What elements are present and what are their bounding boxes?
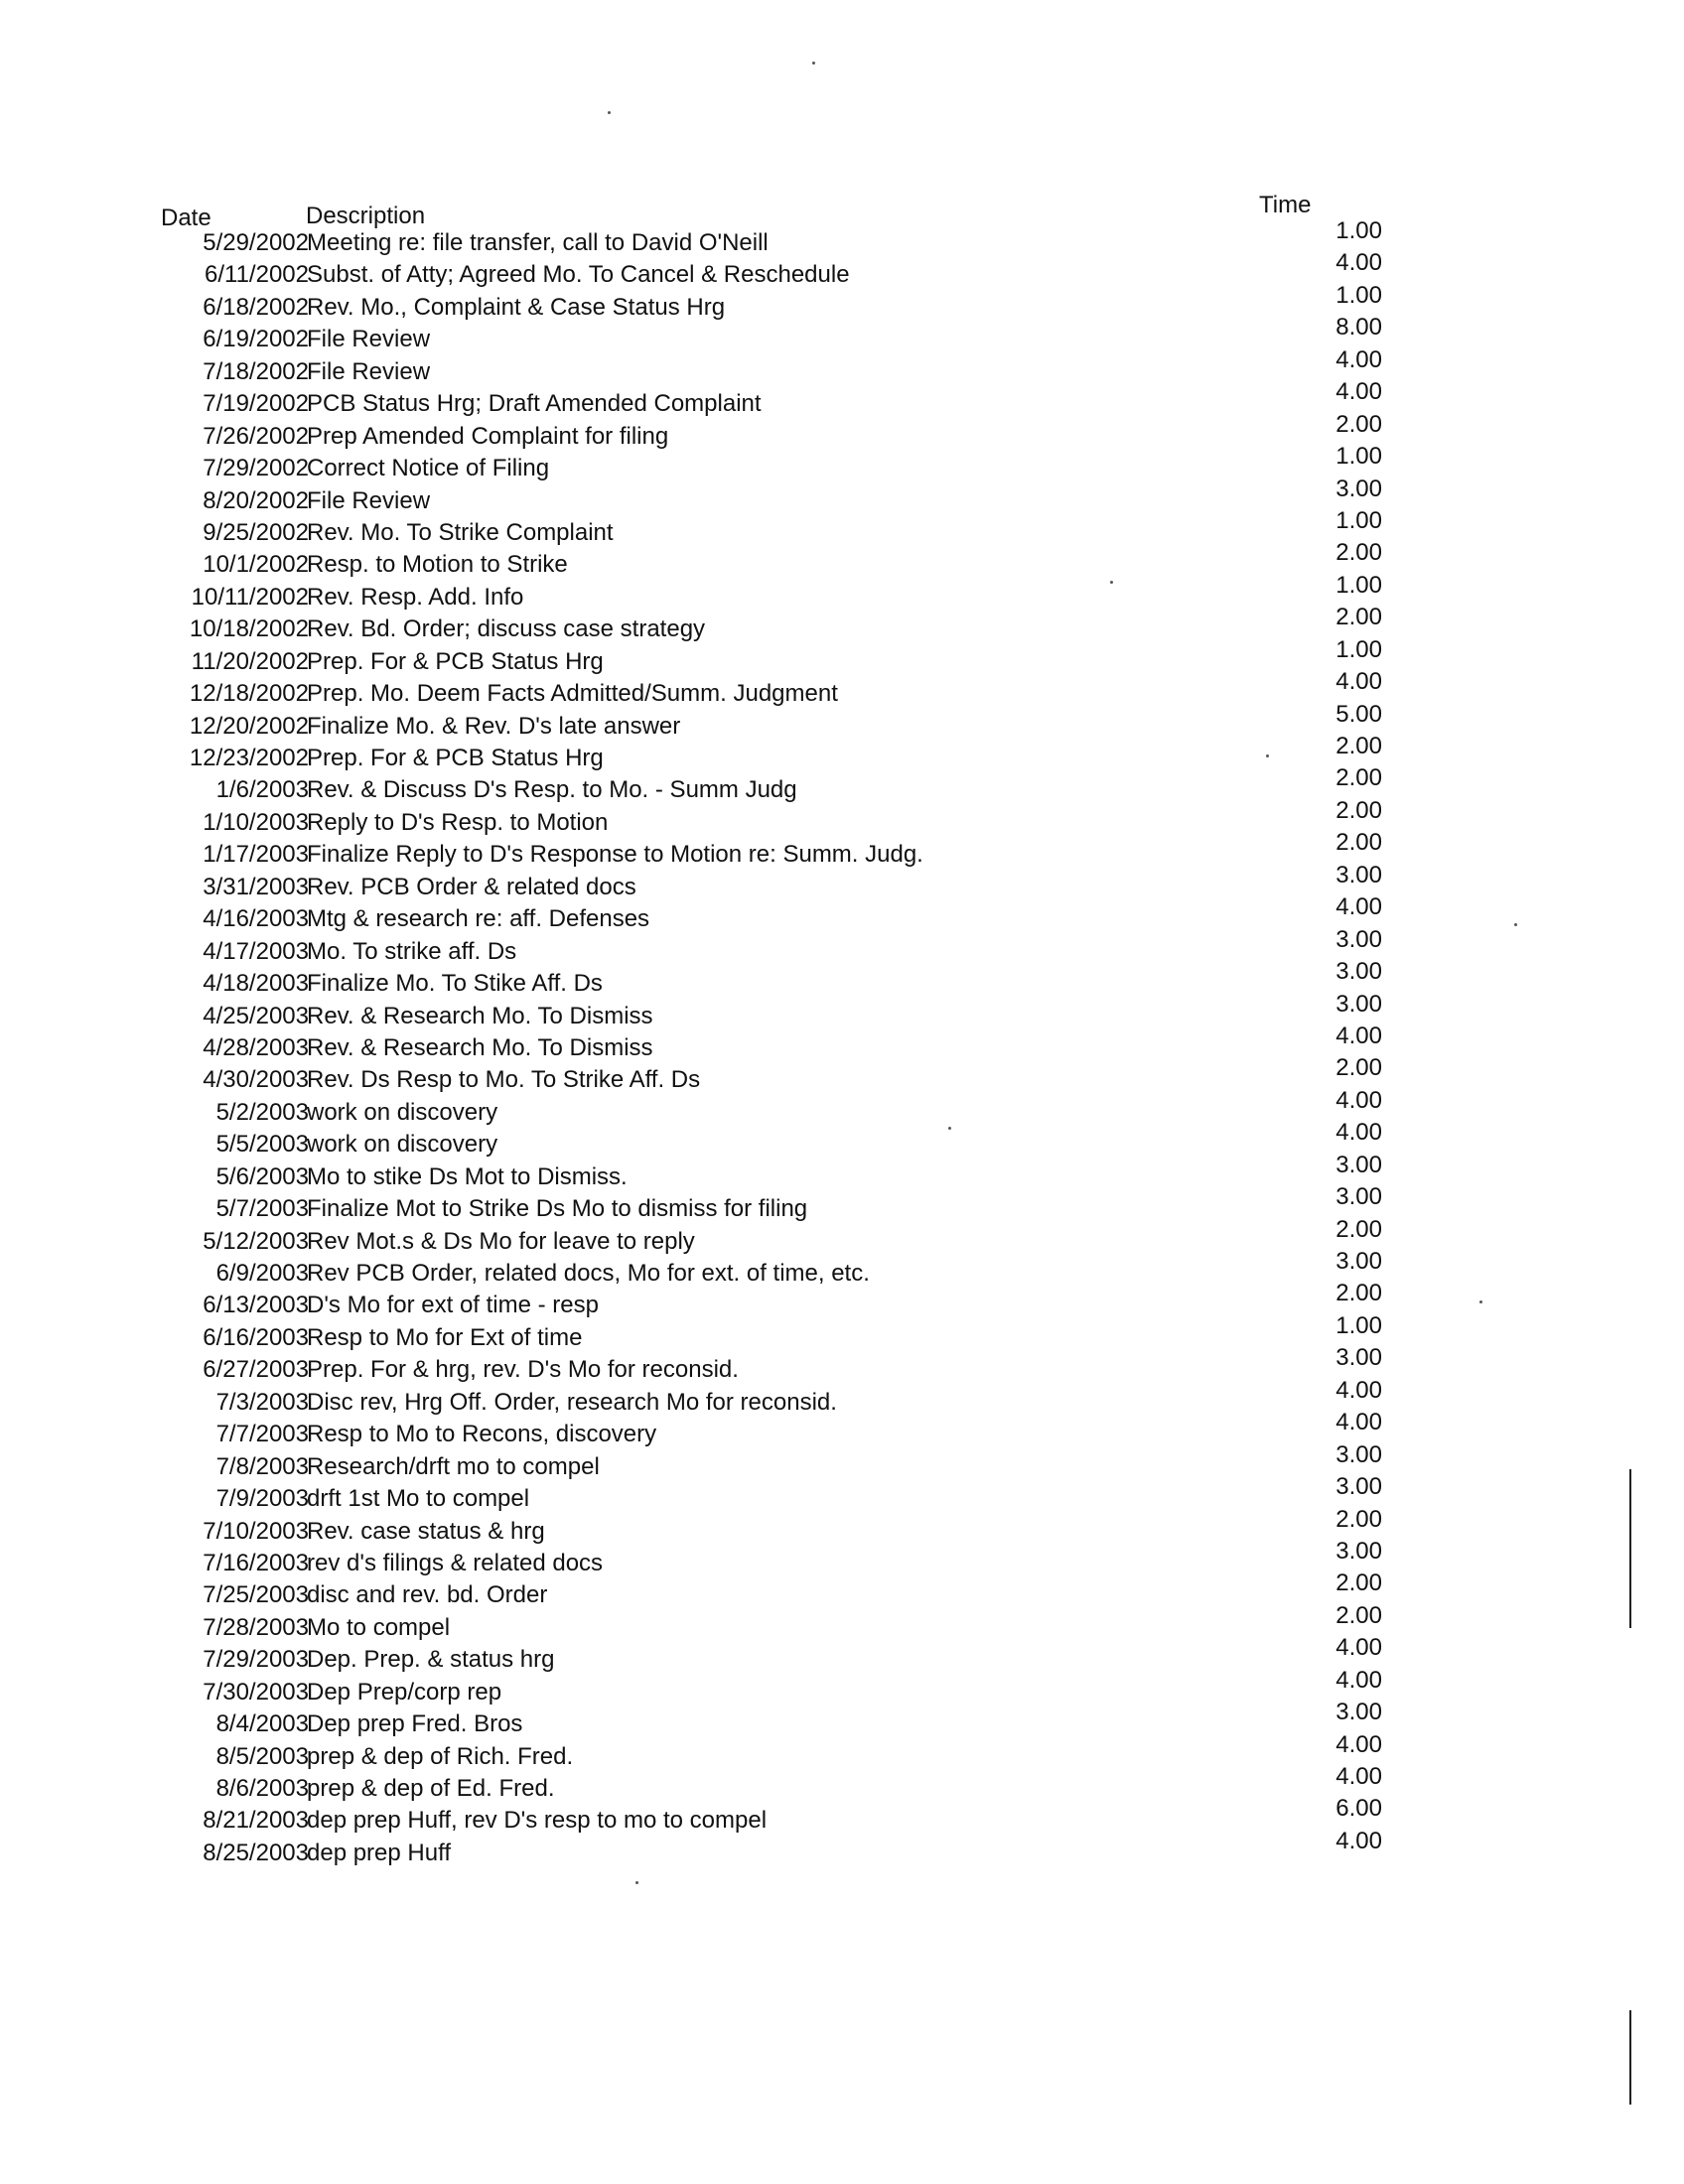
- entry-date: 7/26/2002: [203, 422, 309, 450]
- entry-time: 3.00: [1335, 1473, 1382, 1501]
- entry-date: 6/11/2002: [205, 261, 309, 289]
- time-entry-row: [0, 925, 1684, 965]
- entry-description: Dep prep Fred. Bros: [307, 1710, 523, 1738]
- entry-date: 7/29/2003: [203, 1646, 309, 1674]
- time-entry-row: [0, 1537, 1684, 1576]
- time-entry-row: [0, 1730, 1684, 1770]
- entry-time: 1.00: [1335, 217, 1382, 244]
- entry-description: PCB Status Hrg; Draft Amended Complaint: [307, 390, 762, 418]
- time-entry-row: [0, 1311, 1684, 1351]
- entry-date: 7/9/2003: [215, 1485, 309, 1513]
- entry-time: 4.00: [1335, 1666, 1382, 1694]
- entry-date: 5/29/2002: [203, 229, 309, 256]
- scan-speck: [948, 1127, 951, 1130]
- entry-time: 2.00: [1335, 764, 1382, 792]
- entry-date: 5/12/2003: [203, 1227, 309, 1255]
- entry-date: 7/7/2003: [215, 1421, 309, 1448]
- entry-description: Rev. Bd. Order; discuss case strategy: [307, 615, 706, 643]
- time-column-header: Time: [1259, 192, 1312, 218]
- entry-date: 6/18/2002: [203, 293, 309, 321]
- entry-time: 3.00: [1335, 958, 1382, 986]
- entry-description: File Review: [307, 357, 431, 385]
- time-entry-row: [0, 249, 1684, 289]
- entry-time: 4.00: [1335, 1086, 1382, 1114]
- entry-description: Rev. & Research Mo. To Dismiss: [307, 1002, 653, 1029]
- time-entry-row: [0, 539, 1684, 579]
- entry-description: Meeting re: file transfer, call to David O'Neill: [307, 229, 769, 256]
- time-entry-row: [0, 764, 1684, 804]
- entry-date: 4/17/2003: [203, 937, 309, 965]
- time-entry-row: [0, 861, 1684, 900]
- scan-speck: [1514, 923, 1517, 926]
- scan-speck: [1479, 1300, 1482, 1303]
- entry-date: 8/6/2003: [215, 1775, 309, 1802]
- entry-date: 7/16/2003: [203, 1549, 309, 1576]
- entry-date: 4/28/2003: [203, 1033, 309, 1061]
- entry-date: 7/18/2002: [203, 357, 309, 385]
- entry-time: 2.00: [1335, 410, 1382, 438]
- entry-time: 4.00: [1335, 249, 1382, 277]
- entry-description: Prep. Mo. Deem Facts Admitted/Summ. Judgment: [307, 680, 838, 708]
- entry-date: 6/19/2002: [203, 326, 309, 353]
- time-entry-row: [0, 893, 1684, 933]
- entry-time: 2.00: [1335, 1505, 1382, 1533]
- entry-time: 4.00: [1335, 378, 1382, 406]
- time-entry-row: [0, 1601, 1684, 1641]
- entry-date: 7/8/2003: [215, 1452, 309, 1480]
- time-entry-row: [0, 1280, 1684, 1319]
- time-entry-row: [0, 604, 1684, 643]
- entry-time: 5.00: [1335, 700, 1382, 728]
- scan-speck: [608, 111, 611, 114]
- entry-description: Mo to compel: [307, 1613, 451, 1641]
- entry-description: Resp to Mo to Recons, discovery: [307, 1421, 657, 1448]
- entry-date: 4/30/2003: [203, 1066, 309, 1094]
- entry-description: dep prep Huff, rev D's resp to mo to compel: [307, 1807, 768, 1835]
- entry-description: drft 1st Mo to compel: [307, 1485, 530, 1513]
- entry-time: 4.00: [1335, 1119, 1382, 1147]
- time-entry-row: [0, 1344, 1684, 1384]
- entry-time: 4.00: [1335, 1730, 1382, 1758]
- entry-time: 4.00: [1335, 1763, 1382, 1790]
- time-entry-row: [0, 1634, 1684, 1674]
- entry-time: 2.00: [1335, 1570, 1382, 1597]
- scan-speck: [635, 1881, 638, 1884]
- entry-time: 3.00: [1335, 1537, 1382, 1565]
- entry-description: Finalize Mot to Strike Ds Mo to dismiss for filing: [307, 1195, 808, 1223]
- entry-description: Rev Mot.s & Ds Mo for leave to reply: [307, 1227, 695, 1255]
- entry-description: Finalize Mo. & Rev. D's late answer: [307, 712, 681, 740]
- scan-speck: [1110, 581, 1113, 584]
- entry-description: rev d's filings & related docs: [307, 1549, 604, 1576]
- time-entry-row: [0, 1215, 1684, 1255]
- entry-time: 3.00: [1335, 1248, 1382, 1275]
- time-entry-row: [0, 1827, 1684, 1866]
- entry-time: 2.00: [1335, 1215, 1382, 1243]
- entry-description: Reply to D's Resp. to Motion: [307, 808, 609, 836]
- entry-time: 1.00: [1335, 635, 1382, 663]
- entry-date: 7/28/2003: [203, 1613, 309, 1641]
- scan-speck: [1266, 754, 1269, 757]
- time-entry-row: [0, 1022, 1684, 1061]
- entry-description: Rev. Resp. Add. Info: [307, 583, 524, 611]
- time-entry-row: [0, 990, 1684, 1029]
- entry-description: Prep. For & PCB Status Hrg: [307, 745, 604, 771]
- entry-time: 3.00: [1335, 990, 1382, 1018]
- time-entry-row: [0, 345, 1684, 385]
- entry-time: 2.00: [1335, 829, 1382, 857]
- time-entry-row: [0, 829, 1684, 869]
- entry-time: 1.00: [1335, 506, 1382, 534]
- entry-description: Mtg & research re: aff. Defenses: [307, 905, 650, 933]
- entry-date: 6/16/2003: [203, 1323, 309, 1351]
- entry-description: prep & dep of Rich. Fred.: [307, 1742, 574, 1770]
- time-entry-row: [0, 1763, 1684, 1802]
- entry-description: Dep. Prep. & status hrg: [307, 1646, 555, 1674]
- entry-date: 6/27/2003: [203, 1356, 309, 1384]
- entry-date: 5/2/2003: [215, 1098, 309, 1126]
- time-entry-row: [0, 571, 1684, 611]
- entry-time: 4.00: [1335, 1376, 1382, 1404]
- entry-date: 8/4/2003: [215, 1710, 309, 1738]
- entry-time: 3.00: [1335, 475, 1382, 502]
- entry-time: 3.00: [1335, 925, 1382, 953]
- entry-date: 7/25/2003: [203, 1581, 309, 1609]
- entry-time: 2.00: [1335, 604, 1382, 631]
- entry-date: 5/7/2003: [215, 1195, 309, 1223]
- time-entry-row: [0, 1054, 1684, 1094]
- entry-time: 4.00: [1335, 1827, 1382, 1854]
- entry-description: Rev. case status & hrg: [307, 1517, 545, 1545]
- time-entry-row: [0, 1505, 1684, 1545]
- entry-description: dep prep Huff: [307, 1839, 451, 1866]
- entry-time: 8.00: [1335, 314, 1382, 341]
- entry-date: 4/25/2003: [203, 1002, 309, 1029]
- time-entry-row: [0, 410, 1684, 450]
- entry-time: 2.00: [1335, 1054, 1382, 1082]
- entry-description: Rev. & Research Mo. To Dismiss: [307, 1033, 653, 1061]
- entry-time: 2.00: [1335, 796, 1382, 824]
- entry-date: 12/23/2002: [189, 745, 309, 771]
- entry-description: Prep Amended Complaint for filing: [307, 422, 669, 450]
- entry-description: Finalize Mo. To Stike Aff. Ds: [307, 970, 603, 998]
- time-entry-row: [0, 1440, 1684, 1480]
- entry-description: Prep. For & hrg, rev. D's Mo for reconsid.: [307, 1356, 739, 1384]
- entry-time: 1.00: [1335, 281, 1382, 309]
- entry-time: 3.00: [1335, 861, 1382, 888]
- entry-date: 12/20/2002: [189, 712, 309, 740]
- entry-description: Dep Prep/corp rep: [307, 1678, 502, 1706]
- entry-date: 7/30/2003: [203, 1678, 309, 1706]
- entry-time: 1.00: [1335, 1311, 1382, 1339]
- time-entry-row: [0, 314, 1684, 353]
- entry-time: 4.00: [1335, 1409, 1382, 1436]
- entry-time: 1.00: [1335, 443, 1382, 471]
- time-entry-row: [0, 796, 1684, 836]
- entry-description: File Review: [307, 486, 431, 514]
- entry-time: 3.00: [1335, 1183, 1382, 1211]
- entry-time: 4.00: [1335, 1634, 1382, 1662]
- time-entry-row: [0, 443, 1684, 482]
- date-column-header: Date: [161, 205, 211, 231]
- time-entry-row: [0, 281, 1684, 321]
- entry-time: 4.00: [1335, 893, 1382, 921]
- entry-date: 6/9/2003: [215, 1260, 309, 1287]
- entry-date: 8/5/2003: [215, 1742, 309, 1770]
- entry-description: Prep. For & PCB Status Hrg: [307, 647, 604, 675]
- entry-description: Rev. & Discuss D's Resp. to Mo. - Summ Judg: [307, 776, 797, 804]
- time-entry-row: [0, 1086, 1684, 1126]
- entry-time: 2.00: [1335, 539, 1382, 567]
- scan-edge-line: [1629, 1469, 1631, 1628]
- entry-date: 7/3/2003: [215, 1388, 309, 1416]
- entry-date: 11/20/2002: [191, 647, 309, 675]
- entry-description: Resp. to Motion to Strike: [307, 551, 568, 579]
- entry-date: 7/10/2003: [203, 1517, 309, 1545]
- time-entry-row: [0, 1183, 1684, 1223]
- entry-time: 2.00: [1335, 733, 1382, 759]
- entry-date: 1/10/2003: [203, 808, 309, 836]
- entry-date: 6/13/2003: [203, 1292, 309, 1319]
- entry-description: work on discovery: [307, 1098, 498, 1126]
- description-column-header: Description: [306, 203, 426, 229]
- entry-description: D's Mo for ext of time - resp: [307, 1292, 599, 1319]
- time-entry-row: [0, 1119, 1684, 1159]
- entry-time: 3.00: [1335, 1699, 1382, 1726]
- entry-time: 4.00: [1335, 345, 1382, 373]
- scan-speck: [812, 62, 815, 65]
- entry-date: 7/19/2002: [203, 390, 309, 418]
- entry-description: Rev. Mo. To Strike Complaint: [307, 518, 614, 546]
- entry-time: 2.00: [1335, 1280, 1382, 1307]
- entry-time: 4.00: [1335, 1022, 1382, 1049]
- entry-date: 3/31/2003: [203, 873, 309, 900]
- time-entry-row: [0, 1699, 1684, 1738]
- time-entry-row: [0, 1248, 1684, 1287]
- entry-time: 6.00: [1335, 1795, 1382, 1823]
- entry-date: 12/18/2002: [189, 680, 309, 708]
- entry-description: Rev PCB Order, related docs, Mo for ext. of time, etc.: [307, 1260, 870, 1287]
- entry-description: Resp to Mo for Ext of time: [307, 1323, 583, 1351]
- entry-time: 3.00: [1335, 1151, 1382, 1178]
- entry-date: 9/25/2002: [203, 518, 309, 546]
- time-entry-row: [0, 1795, 1684, 1835]
- entry-description: Disc rev, Hrg Off. Order, research Mo for reconsid.: [307, 1388, 837, 1416]
- entry-description: Finalize Reply to D's Response to Motion re: Summ. Judg.: [307, 841, 923, 869]
- entry-description: disc and rev. bd. Order: [307, 1581, 548, 1609]
- entry-date: 10/18/2002: [189, 615, 309, 643]
- entry-date: 7/29/2002: [203, 455, 309, 482]
- entry-time: 2.00: [1335, 1601, 1382, 1629]
- entry-time: 4.00: [1335, 668, 1382, 696]
- entry-description: Correct Notice of Filing: [307, 455, 550, 482]
- entry-date: 4/16/2003: [203, 905, 309, 933]
- time-entry-row: [0, 378, 1684, 418]
- entry-description: Mo to stike Ds Mot to Dismiss.: [307, 1162, 628, 1190]
- entry-date: 8/25/2003: [203, 1839, 309, 1866]
- entry-description: Subst. of Atty; Agreed Mo. To Cancel & Reschedule: [307, 261, 850, 289]
- entry-date: 5/6/2003: [215, 1162, 309, 1190]
- time-entry-row: [0, 1666, 1684, 1706]
- entry-description: prep & dep of Ed. Fred.: [307, 1775, 555, 1802]
- entry-date: 10/1/2002: [203, 551, 309, 579]
- scan-edge-line: [1629, 2010, 1631, 2105]
- entry-description: Rev. Ds Resp to Mo. To Strike Aff. Ds: [307, 1066, 701, 1094]
- entry-description: Rev. PCB Order & related docs: [307, 873, 636, 900]
- time-entry-row: [0, 733, 1684, 771]
- entry-description: File Review: [307, 326, 431, 353]
- entry-time: 1.00: [1335, 571, 1382, 599]
- time-entry-row: [0, 1570, 1684, 1609]
- entry-date: 5/5/2003: [215, 1131, 309, 1159]
- time-entry-row: [0, 668, 1684, 708]
- entry-description: work on discovery: [307, 1131, 498, 1159]
- entry-date: 10/11/2002: [191, 583, 309, 611]
- entry-description: Research/drft mo to compel: [307, 1452, 600, 1480]
- entry-date: 4/18/2003: [203, 970, 309, 998]
- time-entry-row: [0, 700, 1684, 740]
- entry-description: Mo. To strike aff. Ds: [307, 937, 517, 965]
- entry-description: Rev. Mo., Complaint & Case Status Hrg: [307, 293, 726, 321]
- time-entry-row: [0, 1376, 1684, 1416]
- time-entry-row: [0, 1151, 1684, 1190]
- entry-time: 3.00: [1335, 1344, 1382, 1372]
- time-entry-row: [0, 506, 1684, 546]
- time-entry-row: [0, 1473, 1684, 1513]
- time-entry-row: [0, 635, 1684, 675]
- time-entry-row: [0, 475, 1684, 514]
- time-entry-row: [0, 1409, 1684, 1448]
- entry-date: 8/21/2003: [203, 1807, 309, 1835]
- entry-time: 3.00: [1335, 1440, 1382, 1468]
- entry-date: 1/17/2003: [203, 841, 309, 869]
- time-entry-row: [0, 958, 1684, 998]
- entry-date: 8/20/2002: [203, 486, 309, 514]
- entry-date: 1/6/2003: [215, 776, 309, 804]
